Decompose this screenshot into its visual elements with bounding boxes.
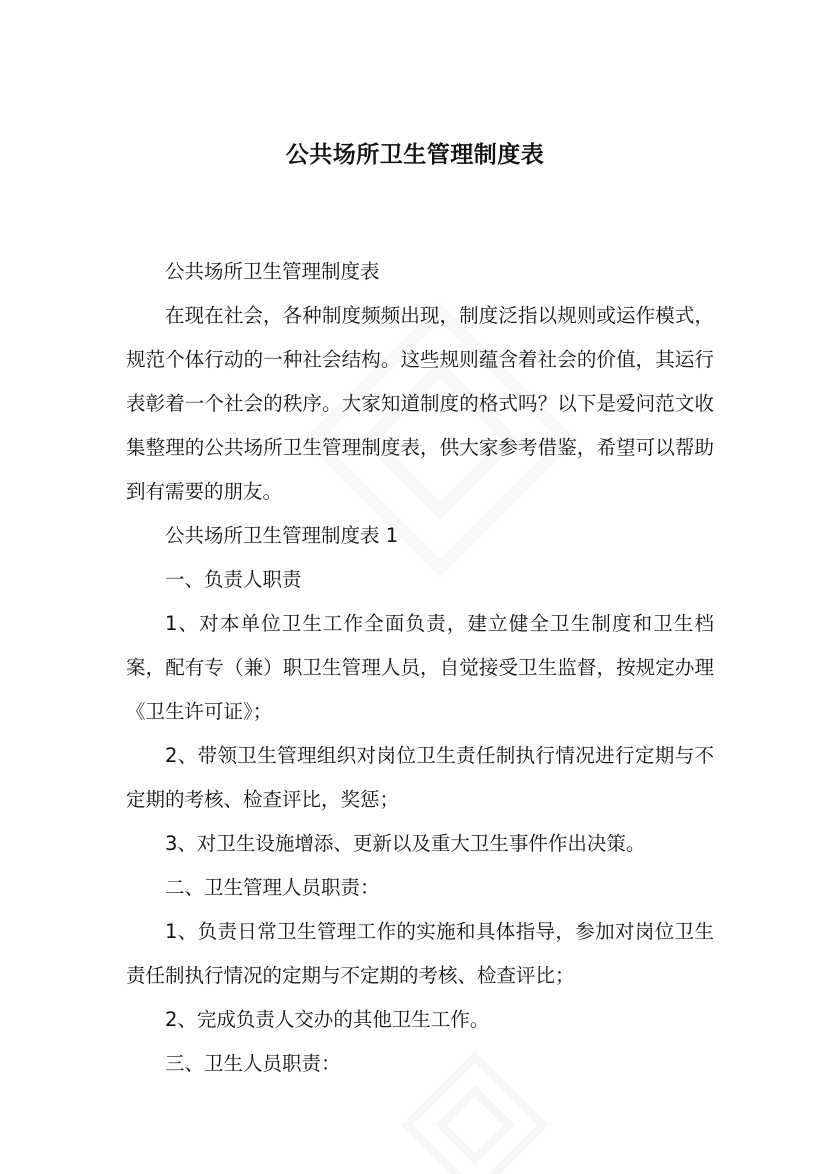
paragraph-item: 3、对卫生设施增添、更新以及重大卫生事件作出决策。 bbox=[165, 832, 646, 855]
paragraph-item: 2、带领卫生管理组织对岗位卫生责任制执行情况进行定期与不定期的考核、检查评比，奖惩； bbox=[126, 744, 714, 811]
paragraph-item: 2、完成负责人交办的其他卫生工作。 bbox=[165, 1008, 490, 1031]
paragraph-intro: 在现在社会，各种制度频频出现，制度泛指以规则或运作模式，规范个体行动的一种社会结构。这些规则蕴含着社会的价值，其运行表彰着一个社会的秩序。大家知道制度的格式吗？以下是爱问范文收集整理的公共场所卫生管理制度表，供大家参考借鉴，希望可以帮助到有需要的朋友。 bbox=[126, 304, 714, 503]
paragraph-heading-3: 三、卫生人员职责： bbox=[165, 1052, 341, 1075]
paragraph-subtitle: 公共场所卫生管理制度表 bbox=[165, 260, 380, 283]
paragraph-heading-1: 一、负责人职责 bbox=[165, 568, 302, 591]
document-title: 公共场所卫生管理制度表 bbox=[285, 142, 545, 168]
paragraph-section-heading: 公共场所卫生管理制度表 1 bbox=[165, 524, 399, 547]
paragraph-item: 1、对本单位卫生工作全面负责，建立健全卫生制度和卫生档案，配有专（兼）职卫生管理人员，自觉接受卫生监督，按规定办理《卫生许可证》； bbox=[126, 612, 714, 723]
paragraph-item: 1、负责日常卫生管理工作的实施和具体指导，参加对岗位卫生责任制执行情况的定期与不定期的考核、检查评比； bbox=[126, 920, 714, 987]
document-body bbox=[126, 250, 714, 1086]
paragraph-heading-2: 二、卫生管理人员职责： bbox=[165, 876, 380, 899]
